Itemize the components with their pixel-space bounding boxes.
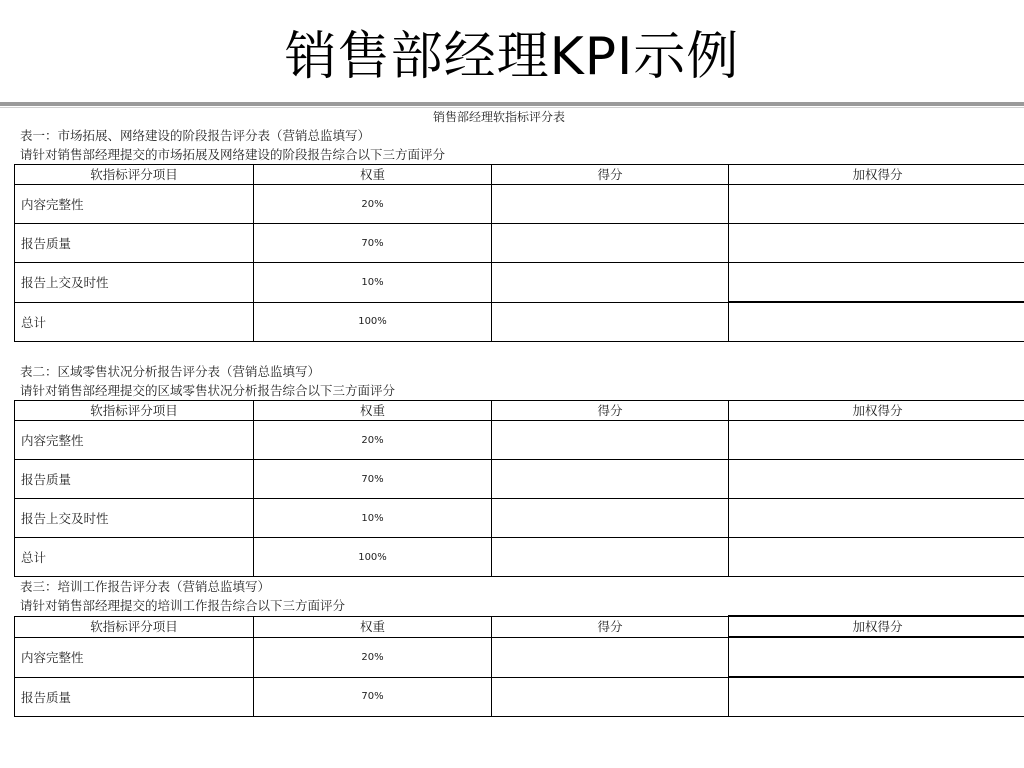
table-row [15, 185, 1024, 224]
weighted-score-cell[interactable] [729, 677, 1024, 717]
row-weight: 20% [254, 637, 492, 677]
weighted-score-cell[interactable] [729, 302, 1024, 342]
row-weight: 20% [254, 421, 492, 460]
row-item: 报告上交及时性 [15, 499, 254, 538]
weighted-score-cell[interactable] [729, 637, 1024, 677]
table-1-instruction: 请针对销售部经理提交的市场拓展及网络建设的阶段报告综合以下三方面评分 [20, 147, 446, 162]
column-header-score: 得分 [492, 616, 729, 637]
column-header-score: 得分 [492, 401, 729, 421]
weighted-score-cell[interactable] [729, 460, 1024, 499]
row-weight: 10% [254, 263, 492, 303]
weighted-score-cell[interactable] [729, 538, 1024, 577]
slide-title: 销售部经理KPI示例 [284, 27, 740, 87]
score-cell[interactable] [492, 421, 729, 460]
table-row [15, 421, 1024, 460]
row-item: 内容完整性 [15, 185, 254, 224]
table-1-caption: 表一：市场拓展、网络建设的阶段报告评分表（营销总监填写） [20, 128, 371, 143]
row-weight: 70% [254, 460, 492, 499]
score-cell[interactable] [492, 185, 729, 224]
column-header-weight: 权重 [254, 165, 492, 185]
weighted-score-cell[interactable] [729, 421, 1024, 460]
table-2-caption: 表二：区域零售状况分析报告评分表（营销总监填写） [20, 364, 321, 379]
row-item: 总计 [15, 538, 254, 577]
weighted-score-cell[interactable] [729, 185, 1024, 224]
column-header-weighted-score: 加权得分 [729, 616, 1024, 637]
weighted-score-cell[interactable] [729, 263, 1024, 303]
table-header-row [15, 616, 1024, 637]
row-item: 内容完整性 [15, 637, 254, 677]
score-cell[interactable] [492, 637, 729, 677]
table-row [15, 499, 1024, 538]
table-1 [14, 164, 1024, 342]
score-cell[interactable] [492, 499, 729, 538]
title-divider [0, 102, 1024, 106]
score-cell[interactable] [492, 538, 729, 577]
row-weight: 20% [254, 185, 492, 224]
sheet-title: 销售部经理软指标评分表 [432, 110, 565, 124]
table-2-instruction: 请针对销售部经理提交的区域零售状况分析报告综合以下三方面评分 [20, 383, 396, 398]
row-item: 总计 [15, 302, 254, 342]
score-cell[interactable] [492, 302, 729, 342]
table-3-instruction: 请针对销售部经理提交的培训工作报告综合以下三方面评分 [20, 598, 346, 613]
table-3 [14, 615, 1024, 717]
column-header-weighted-score: 加权得分 [729, 401, 1024, 421]
table-row [15, 224, 1024, 263]
row-weight: 100% [254, 538, 492, 577]
row-item: 报告质量 [15, 677, 254, 717]
row-weight: 70% [254, 677, 492, 717]
table-2 [14, 400, 1024, 577]
table-row [15, 263, 1024, 303]
column-header-score: 得分 [492, 165, 729, 185]
scoring-sheet [14, 108, 1024, 717]
row-item: 报告质量 [15, 460, 254, 499]
score-cell[interactable] [492, 224, 729, 263]
table-row [15, 677, 1024, 717]
column-header-weight: 权重 [254, 616, 492, 637]
column-header-weighted-score: 加权得分 [729, 165, 1024, 185]
column-header-weight: 权重 [254, 401, 492, 421]
row-item: 内容完整性 [15, 421, 254, 460]
column-header-item: 软指标评分项目 [15, 401, 254, 421]
column-header-item: 软指标评分项目 [15, 616, 254, 637]
row-item: 报告质量 [15, 224, 254, 263]
table-row [15, 460, 1024, 499]
row-weight: 10% [254, 499, 492, 538]
weighted-score-cell[interactable] [729, 499, 1024, 538]
column-header-item: 软指标评分项目 [15, 165, 254, 185]
row-weight: 100% [254, 302, 492, 342]
row-weight: 70% [254, 224, 492, 263]
score-cell[interactable] [492, 263, 729, 303]
table-row-total [15, 302, 1024, 342]
table-row-total [15, 538, 1024, 577]
weighted-score-cell[interactable] [729, 224, 1024, 263]
table-header-row [15, 401, 1024, 421]
score-cell[interactable] [492, 677, 729, 717]
table-3-caption: 表三：培训工作报告评分表（营销总监填写） [20, 579, 271, 594]
table-row [15, 637, 1024, 677]
score-cell[interactable] [492, 460, 729, 499]
row-item: 报告上交及时性 [15, 263, 254, 303]
table-header-row [15, 165, 1024, 185]
